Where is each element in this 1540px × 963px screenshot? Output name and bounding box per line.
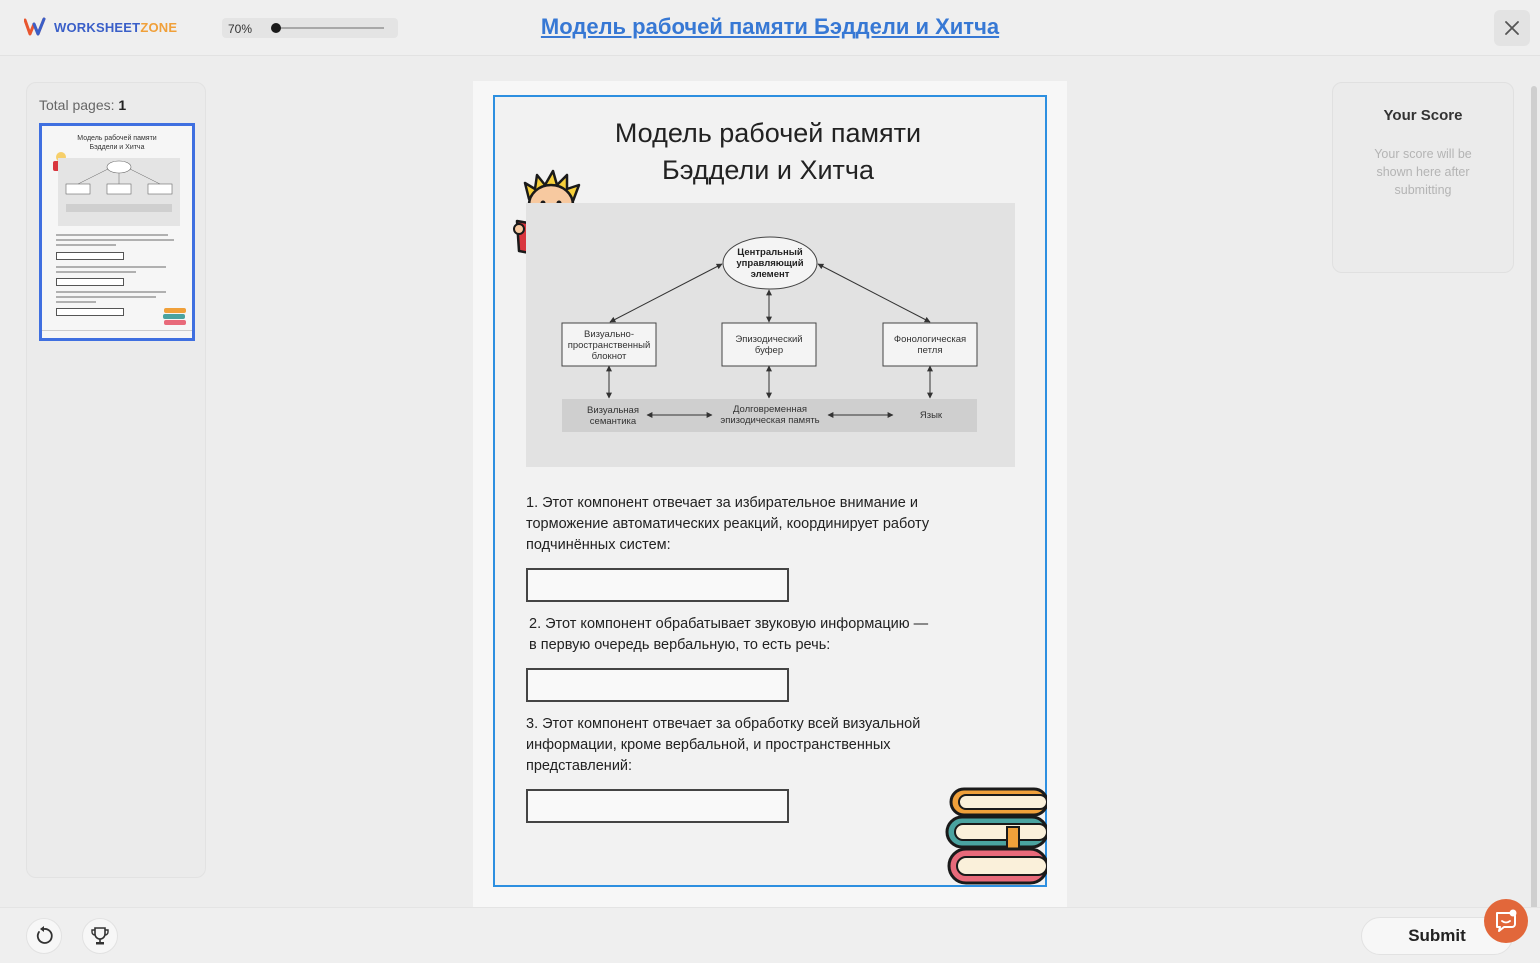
thumbnail-title-line-1: Модель рабочей памяти (77, 135, 157, 142)
language-label: Язык (919, 410, 943, 421)
thumbnail-footer (42, 330, 192, 338)
thumbnail-answer-box (56, 252, 124, 260)
logo-text-worksheet: WORKSHEET (54, 19, 141, 35)
reset-icon (34, 926, 54, 946)
question-3-line: представлений: (526, 758, 633, 774)
score-panel (1332, 82, 1514, 273)
page-thumbnail[interactable] (39, 123, 195, 341)
phonological-loop-label: Фонологическая (893, 334, 967, 345)
thumbnail-books-icon (162, 306, 188, 330)
episodic-buffer-label: буфер (754, 345, 784, 356)
answer-field-3[interactable] (526, 789, 789, 823)
trophy-button[interactable] (82, 918, 118, 954)
thumbnail-text-line (56, 271, 136, 273)
thumbnail-text-line (56, 301, 96, 303)
zoom-label: 70% (228, 22, 253, 36)
thumbnail-title-line-2: Бэддели и Хитча (89, 144, 145, 151)
top-bar (0, 0, 1540, 56)
scrollbar-thumb[interactable] (1531, 86, 1537, 956)
visual-semantics-label: семантика (589, 416, 637, 427)
total-pages (39, 97, 126, 113)
question-2 (529, 614, 928, 656)
pages-panel (26, 82, 206, 878)
arrow-central-to-visuo (610, 264, 722, 322)
thumbnail-text-line (56, 291, 166, 293)
question-1 (526, 493, 929, 556)
episodic-buffer-label: Эпизодический (735, 334, 803, 345)
submit-button[interactable]: Submit (1361, 917, 1513, 955)
thumbnail-diagram (58, 158, 180, 226)
phonological-loop-label: петля (917, 345, 943, 356)
answer-field-2[interactable] (526, 668, 789, 702)
chat-icon (1493, 908, 1519, 934)
question-3-line: 3. Этот компонент отвечает за обработку всей визуальной (526, 716, 921, 732)
question-3-line: информации, кроме вербальной, и пространственных (526, 737, 891, 753)
thumbnail-diagram-lines (58, 158, 180, 226)
score-note: Your score will be shown here after submitting (1374, 147, 1472, 197)
episodic-ltm-label: эпизодическая память (720, 415, 820, 426)
score-title: Your Score (1383, 107, 1463, 124)
visuospatial-sketchpad-label: блокнот (591, 351, 627, 362)
total-pages-value: 1 (118, 97, 127, 113)
memory-model-diagram (526, 203, 1015, 467)
arrow-central-to-phono (818, 264, 930, 322)
worksheet-heading-line-2: Бэддели и Хитча (662, 155, 874, 185)
question-2-line: 2. Этот компонент обрабатывает звуковую информацию — (529, 616, 929, 632)
answer-field-1[interactable] (526, 568, 789, 602)
thumbnail-text-line (56, 266, 166, 268)
worksheet-page (493, 95, 1047, 887)
worksheet-title-link[interactable]: Модель рабочей памяти Бэддели и Хитча (540, 14, 1000, 39)
thumbnail-text-line (56, 296, 156, 298)
question-1-line: торможение автоматических реакций, координирует работу (526, 516, 930, 532)
logo-text-zone: ZONE (140, 19, 178, 35)
central-executive-label: Центральный (737, 247, 803, 258)
thumbnail-text-line (56, 234, 168, 236)
central-executive-label: элемент (750, 269, 790, 280)
worksheet-heading (595, 115, 941, 189)
reset-button[interactable] (26, 918, 62, 954)
episodic-ltm-label: Долговременная (732, 404, 808, 415)
visuospatial-sketchpad-label: Визуально- (583, 329, 635, 340)
thumbnail-text-line (56, 239, 174, 241)
question-2-line: в первую очередь вербальную, то есть речь: (529, 637, 831, 653)
thumbnail-answer-box (56, 278, 124, 286)
thumbnail-text-line (56, 244, 116, 246)
visuospatial-sketchpad-label: пространственный (567, 340, 651, 351)
total-pages-label: Total pages: (39, 97, 115, 113)
question-1-line: 1. Этот компонент отвечает за избирательное внимание и (526, 495, 918, 511)
bottom-bar (0, 907, 1540, 963)
question-1-line: подчинённых систем: (526, 537, 671, 553)
question-3 (526, 714, 920, 777)
central-executive-label: управляющий (736, 258, 804, 269)
close-button[interactable] (1494, 10, 1530, 46)
support-chat-button[interactable] (1484, 899, 1528, 943)
thumbnail-answer-box (56, 308, 124, 316)
diagram-canvas (526, 203, 1015, 467)
books-stack-icon (945, 787, 1047, 885)
worksheet-heading-line-1: Модель рабочей памяти (614, 118, 922, 148)
close-icon (1505, 21, 1519, 35)
visual-semantics-label: Визуальная (587, 405, 639, 416)
trophy-icon (90, 926, 110, 946)
